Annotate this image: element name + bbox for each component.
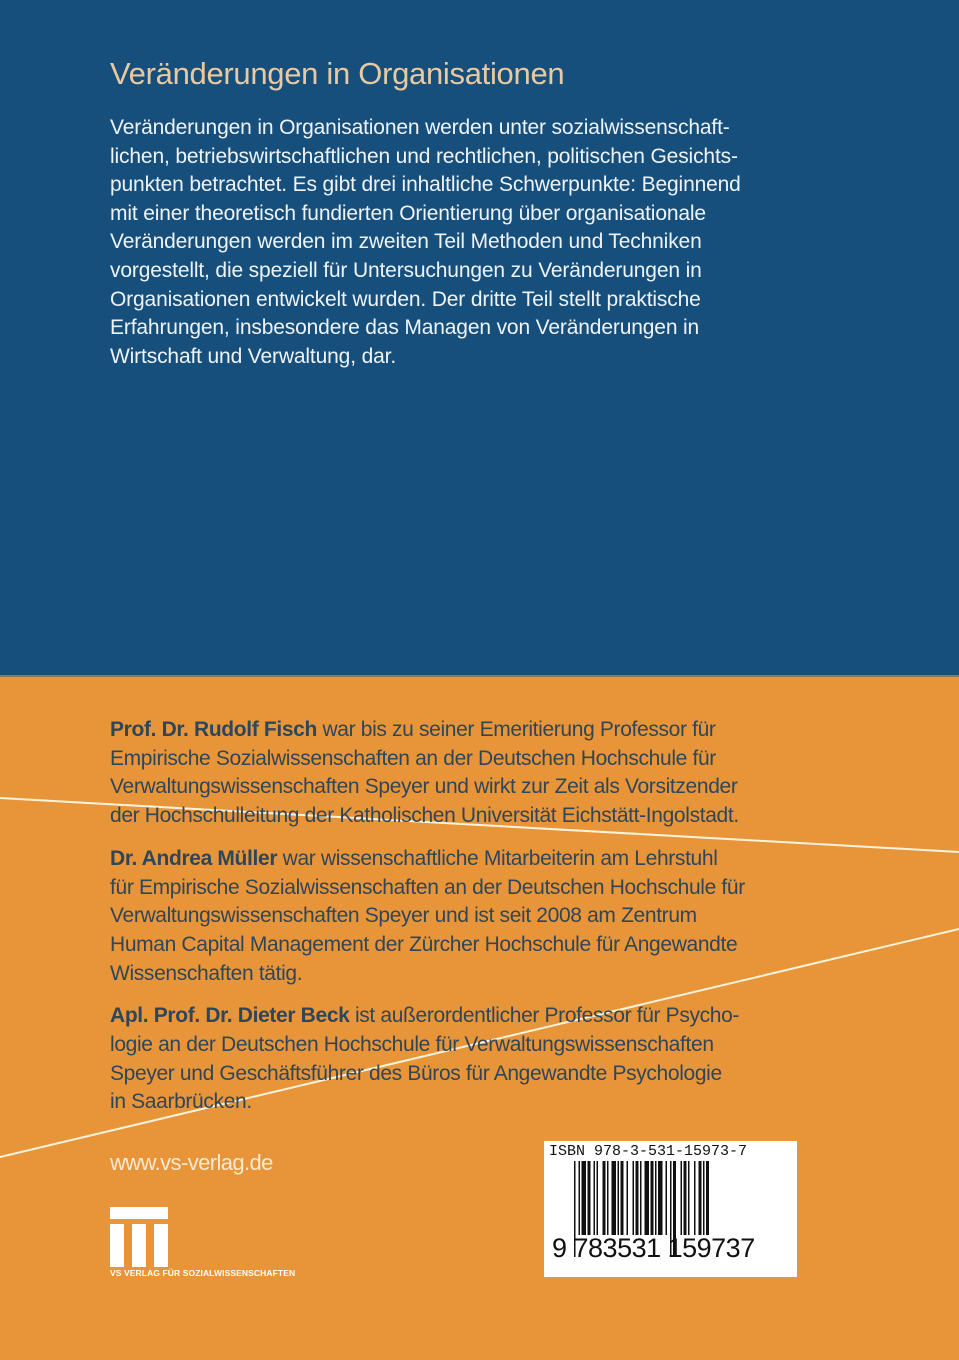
barcode-bar xyxy=(699,1161,702,1235)
blurb-line: punkten betrachtet. Es gibt drei inhaltliche Schwerpunkte: Beginnend xyxy=(110,173,741,197)
bio-line: Speyer und Geschäftsführer des Büros für Angewandte Psychologie xyxy=(110,1061,722,1085)
barcode-bar xyxy=(588,1161,591,1235)
author-bio-beck xyxy=(110,1002,745,1117)
barcode-bar xyxy=(594,1161,596,1235)
blurb-line: Erfahrungen, insbesondere das Managen von Veränderungen in xyxy=(110,316,700,340)
bio-line: für Empirische Sozialwissenschaften an der Deutschen Hochschule für xyxy=(110,875,745,899)
barcode-bar xyxy=(681,1161,683,1235)
barcode-bar xyxy=(618,1161,620,1235)
bio-line: Wissenschaften tätig. xyxy=(110,961,303,985)
barcode-bar xyxy=(688,1161,690,1235)
isbn-text: ISBN 978-3-531-15973-7 xyxy=(549,1143,748,1160)
bio-line: in Saarbrücken. xyxy=(110,1090,252,1114)
barcode-bar xyxy=(655,1161,657,1235)
bio-line: logie an der Deutschen Hochschule für Verwaltungswissenschaften xyxy=(110,1033,714,1057)
barcode-bar xyxy=(603,1161,606,1235)
blurb-line: Veränderungen werden im zweiten Teil Methoden und Techniken xyxy=(110,230,702,254)
bio-text: war wissenschaftliche Mitarbeiterin am Lehrstuhl xyxy=(277,846,718,870)
blurb-line: Organisationen entwickelt wurden. Der dritte Teil stellt praktische xyxy=(110,287,701,311)
barcode-bar xyxy=(645,1161,650,1235)
author-bio-mueller xyxy=(110,845,745,989)
blurb-line: lichen, betriebswirtschaftlichen und rechtlichen, politischen Gesichts- xyxy=(110,144,738,168)
author-name: Dr. Andrea Müller xyxy=(110,846,278,870)
barcode-bar xyxy=(627,1161,629,1235)
barcode-bar xyxy=(666,1161,668,1235)
author-name: Prof. Dr. Rudolf Fisch xyxy=(110,718,317,741)
bio-line: Verwaltungswissenschaften Speyer und wirkt zur Zeit als Vorsitzender xyxy=(110,775,738,799)
barcode-bar xyxy=(582,1161,587,1235)
barcode-bar xyxy=(651,1161,654,1235)
barcode-bar xyxy=(694,1161,696,1235)
author-name: Apl. Prof. Dr. Dieter Beck xyxy=(110,1004,350,1028)
bio-text: war bis zu seiner Emeritierung Professor für xyxy=(316,718,716,741)
book-blurb xyxy=(110,114,741,371)
bio-line: Verwaltungswissenschaften Speyer und ist seit 2008 am Zentrum xyxy=(110,904,697,928)
author-bio-fisch xyxy=(110,716,745,831)
barcode-digits: 9 783531 159737 xyxy=(552,1233,755,1263)
barcode-bar xyxy=(597,1161,599,1235)
barcode-bar xyxy=(658,1161,663,1235)
blurb-line: vorgestellt, die speziell für Untersuchungen zu Veränderungen in xyxy=(110,258,702,282)
bio-line: Human Capital Management der Zürcher Hochschule für Angewandte xyxy=(110,932,738,956)
blurb-line: Wirtschaft und Verwaltung, dar. xyxy=(110,344,396,368)
barcode-bar xyxy=(612,1161,617,1235)
barcode-bar xyxy=(607,1161,609,1235)
publisher-url[interactable]: www.vs-verlag.de xyxy=(110,1150,273,1175)
barcode-bar xyxy=(621,1161,624,1235)
barcode-bar xyxy=(633,1161,635,1235)
bio-line: der Hochschulleitung der Katholischen Universität Eichstätt-Ingolstadt. xyxy=(110,804,739,828)
barcode-bar xyxy=(636,1161,639,1235)
blurb-line: mit einer theoretisch fundierten Orientierung über organisationale xyxy=(110,201,706,225)
barcode-bar xyxy=(640,1161,642,1235)
bio-text: ist außerordentlicher Professor für Psycho- xyxy=(349,1004,740,1028)
book-title: Veränderungen in Organisationen xyxy=(110,56,565,91)
isbn-barcode xyxy=(544,1141,797,1277)
barcode-bar xyxy=(579,1161,581,1235)
barcode-bar xyxy=(703,1161,705,1235)
publisher-name: VS VERLAG FÜR SOZIALWISSENSCHAFTEN xyxy=(110,1268,296,1278)
barcode-bar xyxy=(684,1161,687,1235)
blurb-line: Veränderungen in Organisationen werden unter sozialwissenschaft- xyxy=(110,116,730,139)
bio-line: Empirische Sozialwissenschaften an der Deutschen Hochschule für xyxy=(110,746,716,770)
barcode-bar xyxy=(706,1161,709,1235)
author-bios xyxy=(110,716,745,1131)
